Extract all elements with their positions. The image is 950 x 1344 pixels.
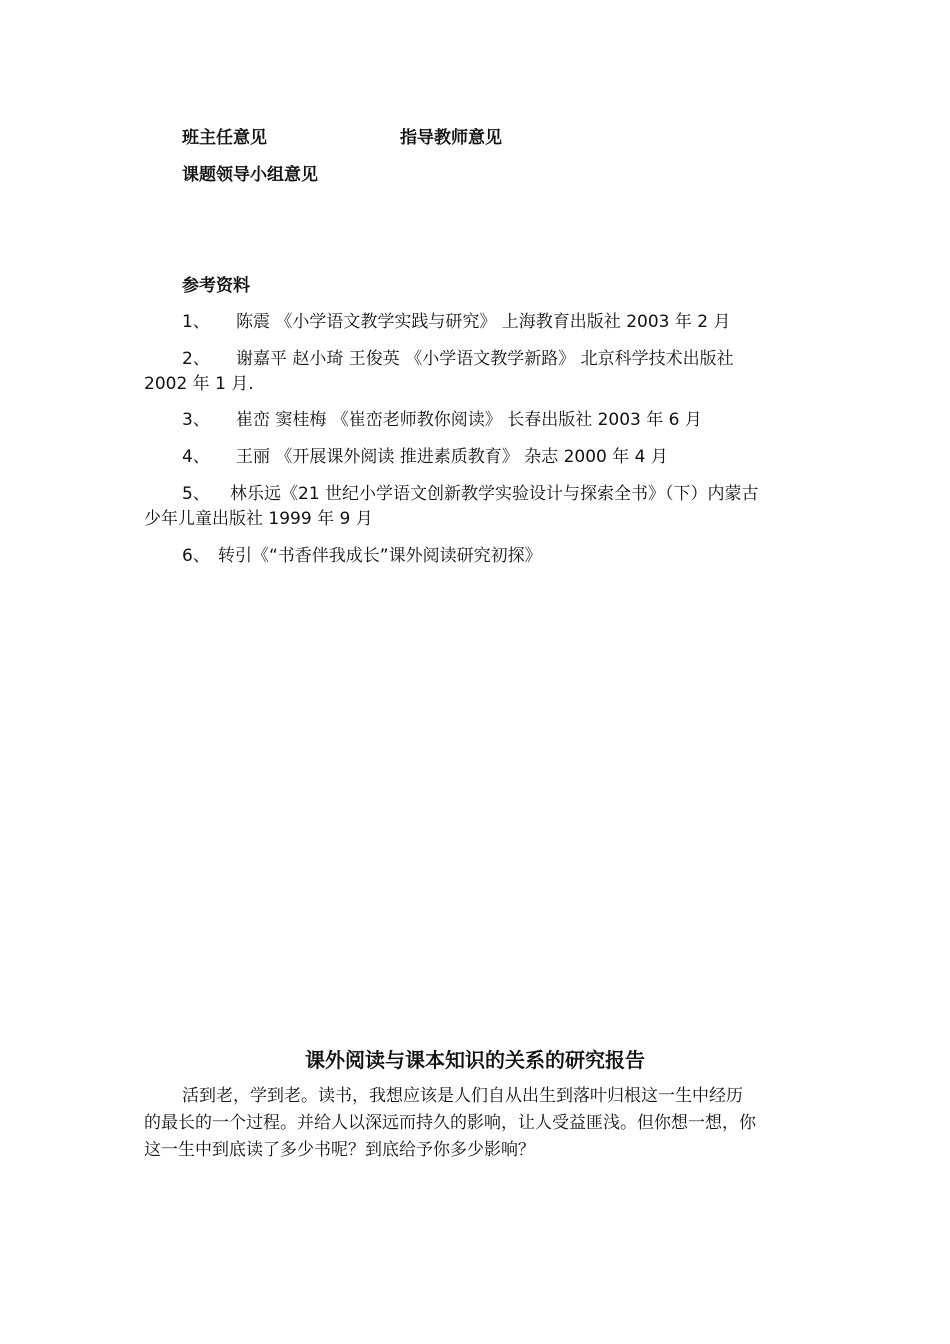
report-paragraph-line: 的最长的一个过程。并给人以深远而持久的影响，让人受益匪浅。但你想一想，你 [144,1113,756,1133]
opinion-advisor: 指导教师意见 [400,128,502,148]
reference-text: 林乐远《21 世纪小学语文创新教学实验设计与探索全书》（下）内蒙古 [230,484,759,504]
reference-text: 转引《“书香伴我成长”课外阅读研究初探》 [218,546,542,566]
reference-number: 3、 [182,410,210,430]
reference-item [182,446,668,468]
reference-item [182,409,702,431]
reference-item [182,348,734,370]
report-paragraph-line: 活到老，学到老。读书，我想应该是人们自从出生到落叶归根这一生中经历 [182,1086,743,1106]
references-heading: 参考资料 [182,276,250,296]
reference-text: 陈震 《小学语文教学实践与研究》 上海教育出版社 2003 年 2 月 [236,312,731,332]
reference-number: 2、 [182,349,210,369]
reference-item [182,311,731,333]
report-paragraph-line: 这一生中到底读了多少书呢？到底给予你多少影响？ [144,1140,535,1160]
reference-number: 5、 [182,484,210,504]
reference-text: 崔峦 窦桂梅 《崔峦老师教你阅读》 长春出版社 2003 年 6 月 [236,410,702,430]
reference-text: 谢嘉平 赵小琦 王俊英 《小学语文教学新路》 北京科学技术出版社 [236,349,734,369]
reference-item [182,545,542,567]
reference-number: 4、 [182,447,210,467]
reference-text: 王丽 《开展课外阅读 推进素质教育》 杂志 2000 年 4 月 [236,447,668,467]
reference-continuation: 少年儿童出版社 1999 年 9 月 [144,509,373,529]
opinion-class-teacher: 班主任意见 [182,128,267,148]
reference-number: 1、 [182,312,210,332]
report-title: 课外阅读与课本知识的关系的研究报告 [305,1048,645,1072]
opinion-group-leader: 课题领导小组意见 [182,165,318,185]
reference-number: 6、 [182,546,210,566]
reference-item [182,483,759,505]
reference-continuation: 2002 年 1 月. [144,374,254,394]
